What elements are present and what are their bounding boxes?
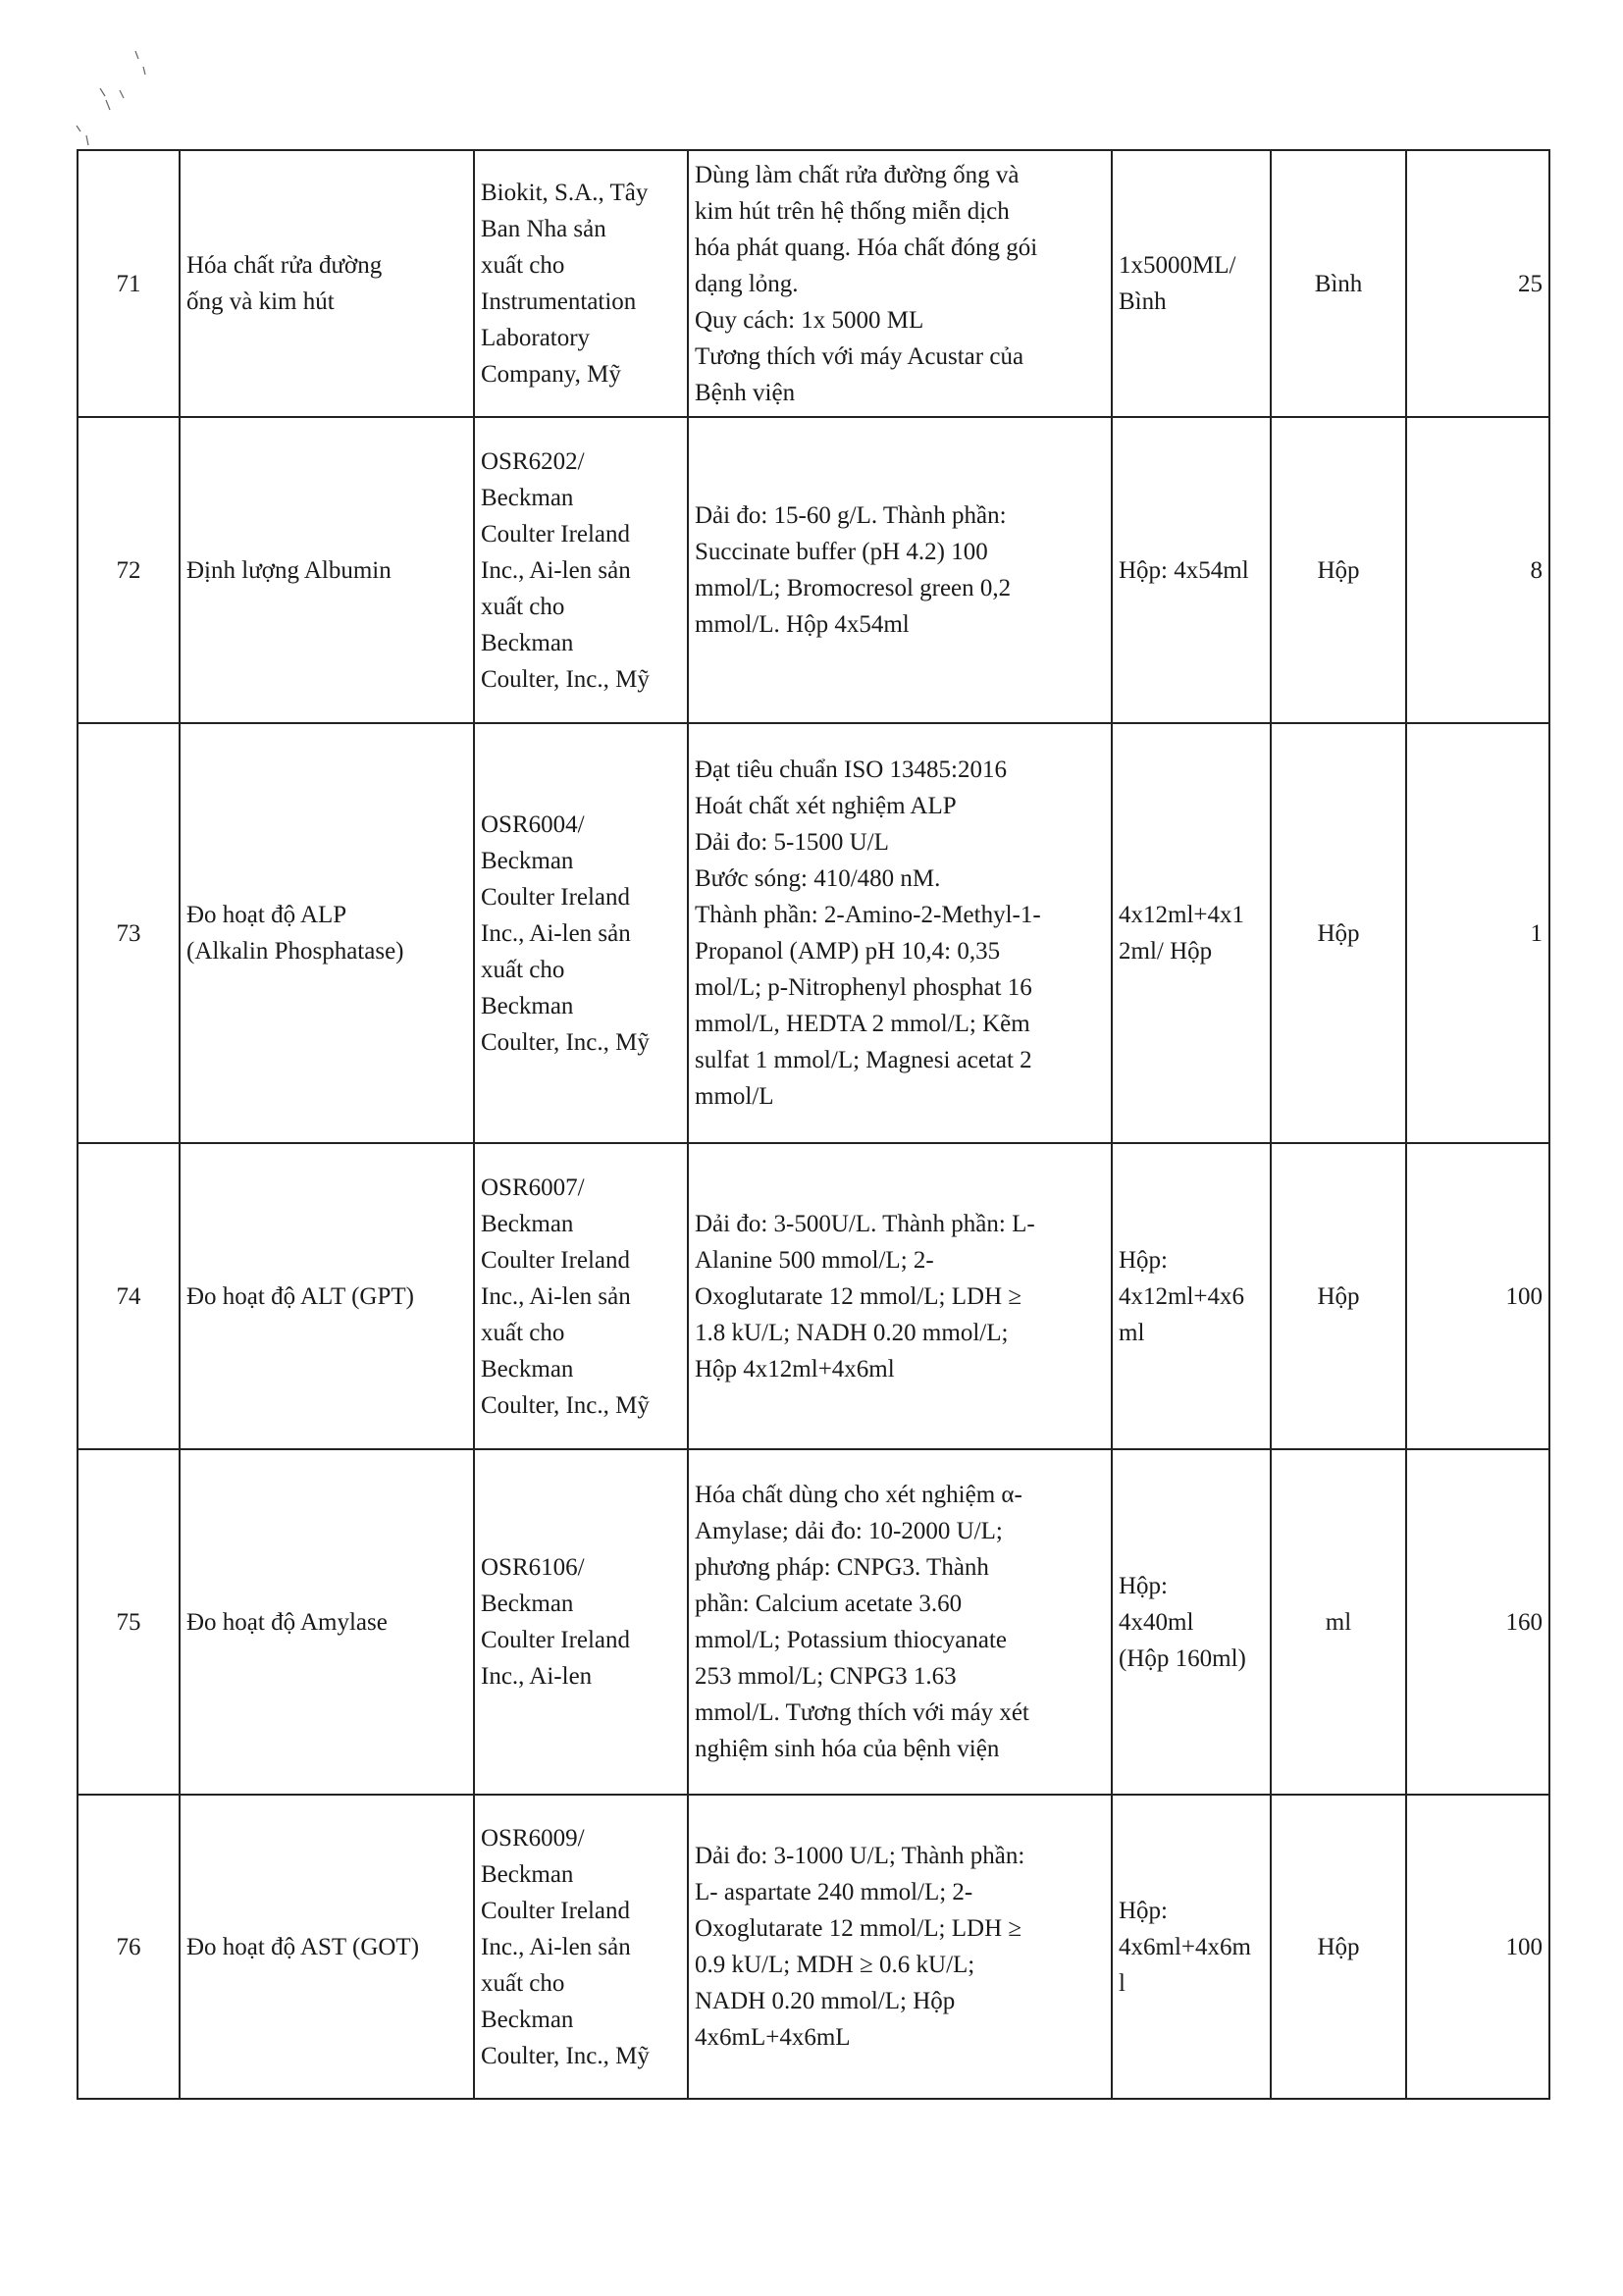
table-row: [78, 723, 1549, 1143]
item-name: Đo hoạt độ ALT (GPT): [180, 1143, 474, 1449]
unit: Bình: [1271, 150, 1406, 417]
reagent-table: [77, 149, 1550, 2100]
packing: Hộp: 4x12ml+4x6 ml: [1112, 1143, 1271, 1449]
row-number: 76: [78, 1795, 180, 2099]
packing: Hộp: 4x6ml+4x6m l: [1112, 1795, 1271, 2099]
item-name: Định lượng Albumin: [180, 417, 474, 723]
packing: Hộp: 4x54ml: [1112, 417, 1271, 723]
quantity: 100: [1406, 1143, 1549, 1449]
packing: Hộp: 4x40ml (Hộp 160ml): [1112, 1449, 1271, 1795]
table-row: [78, 150, 1549, 417]
specification: Dải đo: 3-1000 U/L; Thành phần: L- aspartate 240 mmol/L; 2- Oxoglutarate 12 mmol/L; LDH ≥ 0.9 kU/L; MDH ≥ 0.6 kU/L; NADH 0.20 mmol/L; Hộp 4x6mL+4x6mL: [688, 1795, 1112, 2099]
table-row: [78, 417, 1549, 723]
unit: Hộp: [1271, 417, 1406, 723]
table-row: [78, 1143, 1549, 1449]
row-number: 73: [78, 723, 180, 1143]
table-row: [78, 1449, 1549, 1795]
manufacturer: OSR6106/ Beckman Coulter Ireland Inc., Ai-len: [474, 1449, 688, 1795]
specification: Dải đo: 3-500U/L. Thành phần: L- Alanine 500 mmol/L; 2- Oxoglutarate 12 mmol/L; LDH ≥ 1.8 kU/L; NADH 0.20 mmol/L; Hộp 4x12ml+4x6ml: [688, 1143, 1112, 1449]
row-number: 72: [78, 417, 180, 723]
table-row: [78, 1795, 1549, 2099]
packing: 4x12ml+4x1 2ml/ Hộp: [1112, 723, 1271, 1143]
specification: Dùng làm chất rửa đường ống và kim hút trên hệ thống miễn dịch hóa phát quang. Hóa chất đóng gói dạng lỏng. Quy cách: 1x 5000 ML Tương thích với máy Acustar của Bệnh viện: [688, 150, 1112, 417]
unit: ml: [1271, 1449, 1406, 1795]
quantity: 25: [1406, 150, 1549, 417]
unit: Hộp: [1271, 723, 1406, 1143]
specification: Hóa chất dùng cho xét nghiệm α- Amylase; dải đo: 10-2000 U/L; phương pháp: CNPG3. Thành phần: Calcium acetate 3.60 mmol/L; Potassium thiocyanate 253 mmol/L; CNPG3 1.63 mmol/L. Tương thích với máy xét nghiệm sinh hóa của bệnh viện: [688, 1449, 1112, 1795]
manufacturer: OSR6004/ Beckman Coulter Ireland Inc., Ai-len sản xuất cho Beckman Coulter, Inc., Mỹ: [474, 723, 688, 1143]
row-number: 74: [78, 1143, 180, 1449]
scan-speckle-marks: [59, 39, 177, 157]
quantity: 160: [1406, 1449, 1549, 1795]
quantity: 1: [1406, 723, 1549, 1143]
item-name: Đo hoạt độ ALP (Alkalin Phosphatase): [180, 723, 474, 1143]
quantity: 8: [1406, 417, 1549, 723]
specification: Đạt tiêu chuẩn ISO 13485:2016 Hoát chất xét nghiệm ALP Dải đo: 5-1500 U/L Bước sóng: 410/480 nM. Thành phần: 2-Amino-2-Methyl-1- Propanol (AMP) pH 10,4: 0,35 mol/L; p-Nitrophenyl phosphat 16 mmol/L, HEDTA 2 mmol/L; Kẽm sulfat 1 mmol/L; Magnesi acetat 2 mmol/L: [688, 723, 1112, 1143]
manufacturer: OSR6007/ Beckman Coulter Ireland Inc., Ai-len sản xuất cho Beckman Coulter, Inc., Mỹ: [474, 1143, 688, 1449]
unit: Hộp: [1271, 1795, 1406, 2099]
item-name: Đo hoạt độ Amylase: [180, 1449, 474, 1795]
row-number: 71: [78, 150, 180, 417]
item-name: Hóa chất rửa đường ống và kim hút: [180, 150, 474, 417]
manufacturer: OSR6009/ Beckman Coulter Ireland Inc., Ai-len sản xuất cho Beckman Coulter, Inc., Mỹ: [474, 1795, 688, 2099]
specification: Dải đo: 15-60 g/L. Thành phần: Succinate buffer (pH 4.2) 100 mmol/L; Bromocresol green 0,2 mmol/L. Hộp 4x54ml: [688, 417, 1112, 723]
quantity: 100: [1406, 1795, 1549, 2099]
manufacturer: OSR6202/ Beckman Coulter Ireland Inc., Ai-len sản xuất cho Beckman Coulter, Inc., Mỹ: [474, 417, 688, 723]
packing: 1x5000ML/ Bình: [1112, 150, 1271, 417]
row-number: 75: [78, 1449, 180, 1795]
manufacturer: Biokit, S.A., Tây Ban Nha sản xuất cho Instrumentation Laboratory Company, Mỹ: [474, 150, 688, 417]
unit: Hộp: [1271, 1143, 1406, 1449]
item-name: Đo hoạt độ AST (GOT): [180, 1795, 474, 2099]
